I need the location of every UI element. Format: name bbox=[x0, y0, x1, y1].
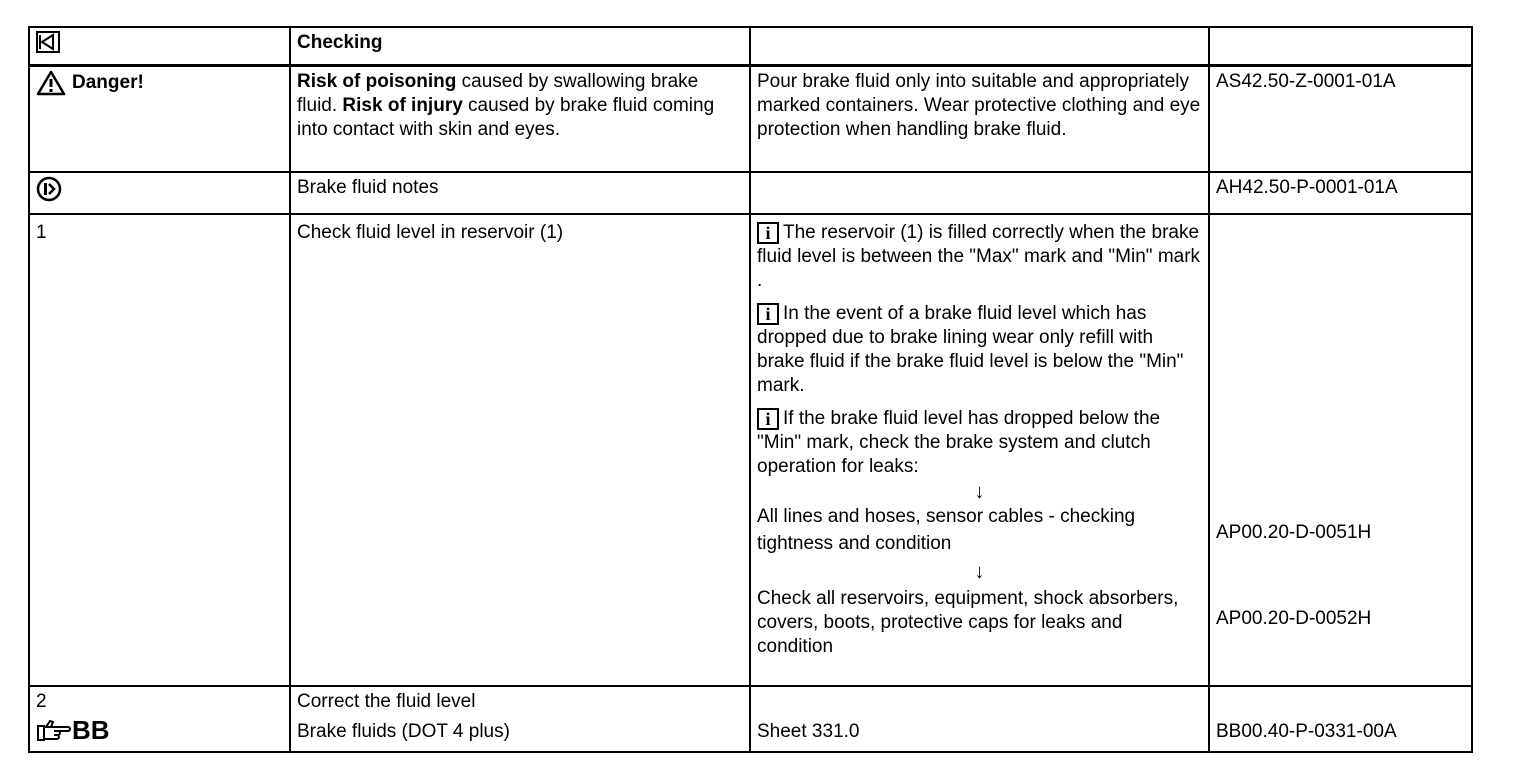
danger-ref[interactable]: AS42.50-Z-0001-01A bbox=[1209, 66, 1472, 172]
step1-details bbox=[750, 214, 1209, 686]
notes-row bbox=[29, 172, 1472, 214]
info-note-3-text: If the brake fluid level has dropped below the "Min" mark, check the brake system and clutch operation for leaks: bbox=[757, 407, 1161, 477]
notes-empty bbox=[750, 172, 1209, 214]
danger-row bbox=[29, 66, 1472, 172]
check-1-ref[interactable]: AP00.20-D-0051H bbox=[1216, 521, 1372, 543]
step1-number: 1 bbox=[29, 214, 290, 686]
step1-refs bbox=[1209, 214, 1472, 686]
info-box-icon: i bbox=[757, 303, 779, 325]
header-row bbox=[29, 27, 1472, 66]
back-arrow-icon[interactable] bbox=[36, 31, 60, 53]
step2-ref-cell bbox=[1209, 686, 1472, 752]
header-empty-3 bbox=[750, 27, 1209, 66]
down-arrow-icon: ↓ bbox=[974, 480, 985, 503]
step2-number-cell bbox=[29, 686, 290, 752]
notes-text: Brake fluid notes bbox=[290, 172, 750, 214]
info-box-icon: i bbox=[757, 222, 779, 244]
risk2-bold: Risk of injury bbox=[342, 95, 463, 116]
info-note-3 bbox=[757, 407, 1202, 479]
check-2-text: Check all reservoirs, equipment, shock absorbers, covers, boots, protective caps for leaks and condition bbox=[757, 587, 1179, 657]
step2-number: 2 bbox=[36, 690, 47, 712]
step2-text-cell bbox=[290, 686, 750, 752]
check-2-ref[interactable]: AP00.20-D-0052H bbox=[1216, 607, 1372, 629]
info-note-1 bbox=[757, 221, 1202, 293]
header-title: Checking bbox=[290, 27, 750, 66]
bb-label-group bbox=[36, 714, 283, 745]
note-circle-icon bbox=[36, 176, 62, 202]
risk1-text: caused by swallowing brake fluid. bbox=[297, 71, 699, 116]
danger-cell bbox=[29, 66, 290, 172]
info-note-2 bbox=[757, 302, 1202, 398]
danger-instruction: Pour brake fluid only into suitable and appropriately marked containers. Wear protective clothing and eye protection when handling brake fluid. bbox=[750, 66, 1209, 172]
notes-ref[interactable]: AH42.50-P-0001-01A bbox=[1209, 172, 1472, 214]
warning-triangle-icon bbox=[36, 70, 66, 96]
info-box-icon: i bbox=[757, 408, 779, 430]
procedure-table bbox=[28, 26, 1473, 753]
notes-icon-cell bbox=[29, 172, 290, 214]
step2-fluid: Brake fluids (DOT 4 plus) bbox=[297, 720, 510, 742]
check-1-text: All lines and hoses, sensor cables - checking tightness and condition bbox=[757, 505, 1136, 554]
info-note-1-text: The reservoir (1) is filled correctly when the brake fluid level is between the "Max" mark and "Min" mark . bbox=[757, 221, 1201, 291]
step1-text: Check fluid level in reservoir (1) bbox=[290, 214, 750, 686]
step1-row bbox=[29, 214, 1472, 686]
step2-text: Correct the fluid level bbox=[297, 690, 476, 712]
info-note-2-text: In the event of a brake fluid level which has dropped due to brake lining wear only refill with brake fluid if the brake fluid level is below the "Min" mark. bbox=[757, 302, 1184, 396]
risk2-text: caused by brake fluid coming into contact with skin and eyes. bbox=[297, 95, 715, 140]
pointing-hand-icon bbox=[36, 718, 72, 742]
danger-risk-text bbox=[290, 66, 750, 172]
step2-sheet-cell bbox=[750, 686, 1209, 752]
step2-ref[interactable]: BB00.40-P-0331-00A bbox=[1216, 720, 1397, 742]
header-icon-cell bbox=[29, 27, 290, 66]
step2-row bbox=[29, 686, 1472, 752]
header-empty-4 bbox=[1209, 27, 1472, 66]
down-arrow-icon: ↓ bbox=[974, 560, 985, 583]
danger-label: Danger! bbox=[72, 72, 144, 93]
risk1-bold: Risk of poisoning bbox=[297, 71, 457, 92]
step2-sheet: Sheet 331.0 bbox=[757, 720, 860, 742]
bb-label: BB bbox=[72, 714, 110, 745]
